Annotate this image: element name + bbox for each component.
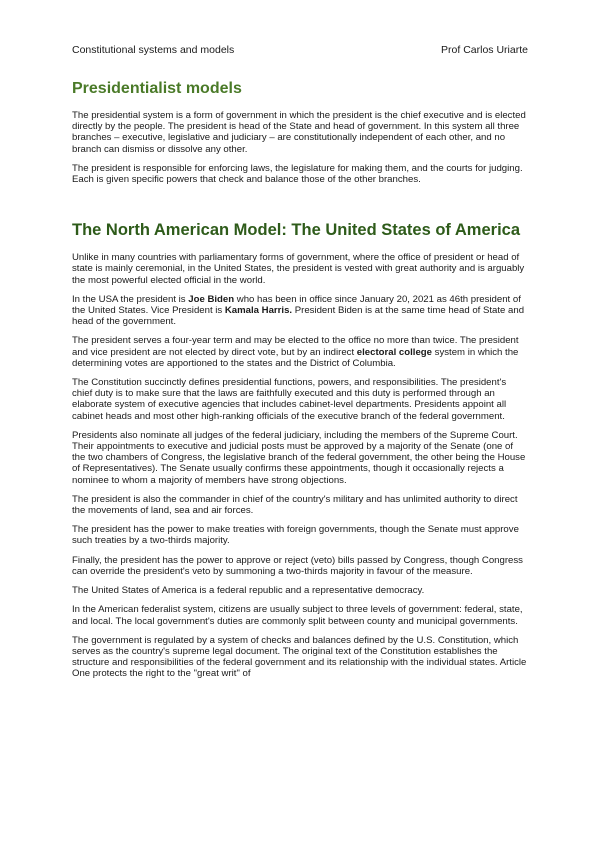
paragraph: Presidents also nominate all judges of the federal judiciary, including the members of the Supreme Court. Their appointments to executive and judicial posts must be approved by a majority of the Senate (one of the two chambers of Congress, the legislative branch of the federal government, the other being the House of Representatives). The Senate usually confirms these appointments, though it occasionally rejects a nominee to whom a majority of members have strong objections. [72, 429, 526, 486]
paragraph-term [72, 335, 528, 369]
paragraph: The president is responsible for enforcing laws, the legislature for making them, and the courts for judging. Each is given specific powers that check and balance those of the other branches. [72, 162, 523, 186]
paragraph-president [72, 294, 528, 328]
paragraph: Unlike in many countries with parliamentary forms of government, where the office of president or head of state is mainly ceremonial, in the United States, the president is vested with great authority and is arguably the most powerful elected official in the world. [72, 252, 525, 286]
text-run: The president serves a four-year term and may be elected to the office no more than twice. The president and vice president are not elected by direct vote, but by an indirect [72, 335, 519, 358]
header-author: Prof Carlos Uriarte [441, 44, 528, 56]
paragraph: The Constitution succinctly defines presidential functions, powers, and responsibilities. The president's chief duty is to make sure that the laws are faithfully executed and this duty is performed through an elaborate system of executive agencies that includes cabinet-level departments. Presidents appoint all cabinet heads and most other high-ranking officials of the executive branch of the federal government. [72, 377, 507, 422]
paragraph: Finally, the president has the power to approve or reject (veto) bills passed by Congress, though Congress can override the president's veto by summoning a two-thirds majority in favour of the measure. [72, 554, 523, 577]
paragraph: The United States of America is a federal republic and a representative democracy. [72, 585, 425, 597]
page-header [72, 44, 528, 56]
page-content [72, 80, 528, 688]
paragraph: The presidential system is a form of government in which the president is the chief executive and is elected directly by the people. The president is head of the State and head of government. In this system all three branches – executive, legislative and judiciary – are constitutionally independent of each other, and no branch can dismiss or dissolve any other. [72, 110, 526, 155]
text-run: In the USA the president is [72, 293, 189, 305]
section-heading-north-american-model: The North American Model: The United States of America [72, 221, 521, 240]
paragraph: The president has the power to make treaties with foreign governments, though the Senate must approve such treaties by a two-thirds majority. [72, 524, 519, 547]
paragraph: The government is regulated by a system of checks and balances defined by the U.S. Constitution, which serves as the country's supreme legal document. The original text of the Constitution establishes the structure and responsibilities of the federal government and its relationship with the individual states. Article One protects the right to the "great writ" of [72, 634, 527, 680]
president-name: Joe Biden [188, 293, 235, 305]
vice-president-name: Kamala Harris. [224, 305, 293, 317]
header-course-title: Constitutional systems and models [72, 44, 235, 56]
paragraph: In the American federalist system, citizens are usually subject to three levels of government: federal, state, and local. The local government's duties are commonly split between county and municipal governments. [72, 604, 523, 627]
text-run: system in which the determining votes are apportioned to the states and the District of Columbia. [72, 346, 519, 369]
text-run: who has been in office since January 20, 2021 as 46th president of the United States. Vice President is [72, 293, 521, 317]
electoral-college-term: electoral college [356, 346, 432, 358]
text-run: President Biden is at the same time head of State and head of the government. [72, 305, 525, 328]
section-heading-presidentialist-models: Presidentialist models [72, 80, 242, 97]
paragraph: The president is also the commander in chief of the country's military and has unlimited authority to direct the movements of land, sea and air forces. [72, 493, 518, 517]
